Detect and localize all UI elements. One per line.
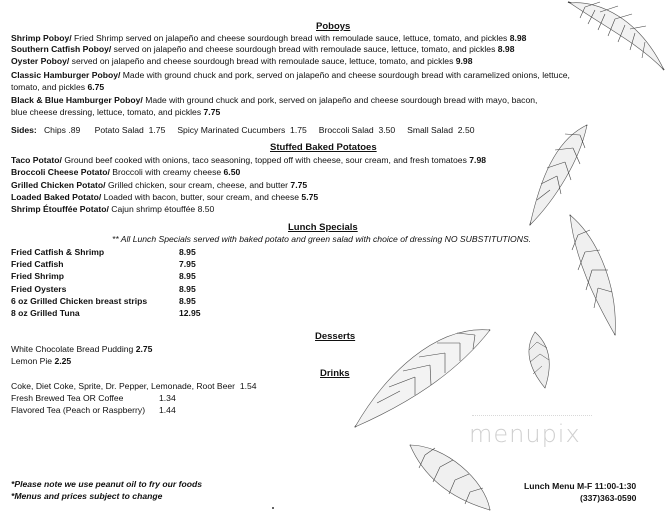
menu-item — [11, 33, 526, 44]
phone-number: (337)363-0590 — [580, 493, 637, 503]
item-price: 2.25 — [54, 356, 72, 366]
item-desc: Ground beef cooked with onions, taco seasoning, topped off with cheese, sour cream, and fresh tomatoes — [61, 155, 470, 165]
item-name: Taco Potato/ — [11, 155, 62, 165]
item-name: Fried Oysters — [11, 284, 67, 294]
dessert-item — [11, 356, 71, 367]
item-price: 8.50 — [197, 204, 215, 214]
drink-item — [11, 381, 257, 392]
item-price: 1.54 — [239, 381, 257, 391]
item-price: 1.34 — [159, 393, 176, 403]
item-name: Fresh Brewed Tea OR Coffee — [11, 393, 124, 403]
item-desc: served on jalapeño and cheese sourdough bread with remoulade sauce, lettuce, tomato, and pickles — [69, 56, 456, 66]
menu-item — [11, 155, 486, 166]
item-name: Black & Blue Hamburger Poboy/ — [11, 95, 143, 105]
side-item: Small Salad 2.50 — [407, 125, 475, 135]
lunch-item — [11, 259, 64, 270]
item-price: 8.95 — [179, 271, 196, 281]
item-name: Shrimp Poboy/ — [11, 33, 72, 43]
side-item: Chips .89 — [43, 125, 81, 135]
lunch-item — [11, 247, 104, 258]
drink-item — [11, 405, 145, 416]
item-price: 12.95 — [179, 308, 201, 318]
desserts-heading: Desserts — [315, 331, 356, 342]
item-name: Shrimp Étouffée Potato/ — [11, 204, 109, 214]
item-price: 8.95 — [179, 296, 196, 306]
peanut-oil-note: *Please note we use peanut oil to fry our foods — [11, 479, 203, 489]
item-desc: blue cheese dressing, lettuce, tomato, and pickles — [11, 107, 204, 117]
item-name: Fried Shrimp — [11, 271, 65, 281]
poboys-heading: Poboys — [316, 21, 351, 32]
item-name: Classic Hamburger Poboy/ — [11, 70, 121, 80]
item-name: Flavored Tea (Peach or Raspberry) — [11, 405, 146, 415]
sides-row — [11, 125, 475, 136]
lunch-note: ** All Lunch Specials served with baked potato and green salad with choice of dressing NO SUBSTITUTIONS. — [112, 234, 532, 244]
side-item: Potato Salad 1.75 — [94, 125, 166, 135]
item-price: 2.75 — [135, 344, 153, 354]
item-desc: tomato, and pickles — [11, 82, 88, 92]
item-name: Fried Catfish & Shrimp — [11, 247, 105, 257]
item-name: Grilled Chicken Potato/ — [11, 180, 106, 190]
menu-item — [11, 180, 307, 191]
menu-item-cont — [11, 107, 220, 118]
menu-item — [11, 204, 214, 215]
item-desc: Made with ground chuck and pork, served on jalapeño and cheese sourdough bread with mayo, bacon, — [142, 95, 538, 105]
item-name: Coke, Diet Coke, Sprite, Dr. Pepper, Lemonade, Root Beer — [11, 381, 236, 391]
item-desc: Made with ground chuck and pork, served on jalapeño and cheese sourdough bread with caramelized onions, lettuce, — [120, 70, 570, 80]
item-name: Lemon Pie — [11, 356, 55, 366]
item-name: Southern Catfish Poboy/ — [11, 44, 112, 54]
menu-item — [11, 167, 240, 178]
item-name: 6 oz Grilled Chicken breast strips — [11, 296, 148, 306]
feather-icon — [405, 440, 495, 515]
item-price: 8.95 — [179, 284, 196, 294]
item-desc: Grilled chicken, sour cream, cheese, and butter — [105, 180, 291, 190]
sides-label: Sides: — [11, 125, 37, 135]
side-item: Broccoli Salad 3.50 — [318, 125, 396, 135]
item-name: 8 oz Grilled Tuna — [11, 308, 80, 318]
side-item: Spicy Marinated Cucumbers 1.75 — [177, 125, 307, 135]
item-price: 7.75 — [203, 107, 221, 117]
item-desc: Broccoli with creamy cheese — [109, 167, 224, 177]
item-price: 8.98 — [497, 44, 515, 54]
feather-icon — [515, 330, 555, 390]
item-price: 6.75 — [87, 82, 105, 92]
lunch-heading: Lunch Specials — [288, 222, 358, 233]
menu-item — [11, 192, 318, 203]
item-name: Broccoli Cheese Potato/ — [11, 167, 110, 177]
watermark-logo: menupix — [469, 420, 581, 448]
lunch-item — [11, 296, 147, 307]
menu-item — [11, 44, 515, 55]
feather-icon — [560, 210, 620, 340]
menu-item-cont — [11, 82, 104, 93]
item-desc: Loaded with bacon, butter, sour cream, and cheese — [101, 192, 302, 202]
item-name: White Chocolate Bread Pudding — [11, 344, 136, 354]
item-price: 6.50 — [223, 167, 241, 177]
item-name: Oyster Poboy/ — [11, 56, 70, 66]
item-price: 9.98 — [455, 56, 473, 66]
item-price: 7.98 — [469, 155, 487, 165]
menu-item — [11, 95, 537, 106]
item-price: 7.95 — [179, 259, 196, 269]
drink-item — [11, 393, 123, 404]
lunch-item — [11, 308, 80, 319]
drinks-heading: Drinks — [320, 368, 350, 379]
item-desc: Cajun shrimp étouffée — [108, 204, 198, 214]
item-price: 8.95 — [179, 247, 196, 257]
watermark-divider — [472, 415, 592, 416]
feather-icon — [560, 0, 670, 80]
lunch-item — [11, 284, 66, 295]
prices-note: *Menus and prices subject to change — [11, 491, 163, 501]
potatoes-heading: Stuffed Baked Potatoes — [270, 142, 377, 153]
item-price: 8.98 — [509, 33, 527, 43]
item-name: Loaded Baked Potato/ — [11, 192, 102, 202]
dessert-item — [11, 344, 152, 355]
item-desc: Fried Shrimp served on jalapeño and cheese sourdough bread with remoulade sauce, lettuce, tomato, and pickles — [71, 33, 510, 43]
item-desc: served on jalapeño and cheese sourdough bread with remoulade sauce, lettuce, tomato, and pickles — [111, 44, 498, 54]
menu-item — [11, 56, 473, 67]
item-price: 7.75 — [290, 180, 308, 190]
lunch-hours: Lunch Menu M-F 11:00-1:30 — [524, 481, 637, 491]
item-name: Fried Catfish — [11, 259, 64, 269]
item-price: 5.75 — [301, 192, 319, 202]
stray-dot — [272, 507, 274, 509]
lunch-item — [11, 271, 64, 282]
item-price: 1.44 — [159, 405, 176, 415]
menu-item — [11, 70, 570, 81]
